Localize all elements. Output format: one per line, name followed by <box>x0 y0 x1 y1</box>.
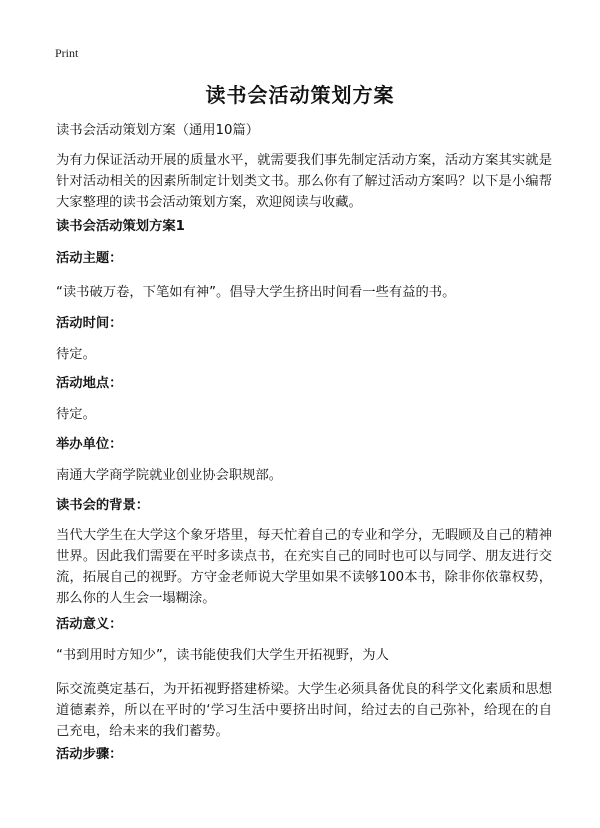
document-subtitle: 读书会活动策划方案（通用10篇） <box>56 123 260 138</box>
theme-heading: 活动主题： <box>56 251 123 266</box>
intro-paragraph: 为有力保证活动开展的质量水平，就需要我们事先制定活动方案，活动方案其实就是针对活动相关的因素所制定计划类文书。那么你有了解过活动方案吗？以下是小编帮大家整理的读书会活动策划方案，欢迎阅读与收藏。 <box>56 153 552 210</box>
meaning-heading: 活动意义： <box>56 617 123 632</box>
steps-heading: 活动步骤： <box>56 747 123 762</box>
print-link[interactable]: Print <box>55 46 79 60</box>
section-title: 读书会活动策划方案1 <box>56 219 185 234</box>
meaning-paragraph-line1: “书到用时方知少”，读书能使我们大学生开拓视野，为人 <box>56 648 389 663</box>
background-heading: 读书会的背景： <box>56 498 150 513</box>
organizer-heading: 举办单位： <box>56 437 123 452</box>
meaning-paragraph: 际交流奠定基石，为开拓视野搭建桥梁。大学生必须具备优良的科学文化素质和思想道德素养，所以在平时的‘学习生活中要挤出时间，给过去的自己弥补，给现在的自己充电，给未来的我们蓄势。 <box>56 682 552 739</box>
place-text: 待定。 <box>56 407 96 422</box>
time-text: 待定。 <box>56 347 96 362</box>
background-paragraph: 当代大学生在大学这个象牙塔里，每天忙着自己的专业和学分，无暇顾及自己的精神世界。因此我们需要在平时多读点书，在充实自己的同时也可以与同学、朋友进行交流，拓展自己的视野。方守金老师说大学里如果不读够100本书，除非你依靠权势，那么你的人生会一塌糊涂。 <box>56 528 552 606</box>
organizer-text: 南通大学商学院就业创业协会职规部。 <box>56 468 283 483</box>
time-heading: 活动时间： <box>56 316 123 331</box>
place-heading: 活动地点： <box>56 376 123 391</box>
document-title: 读书会活动策划方案 <box>205 83 395 107</box>
theme-text: “读书破万卷，下笔如有神”。倡导大学生挤出时间看一些有益的书。 <box>56 285 456 300</box>
